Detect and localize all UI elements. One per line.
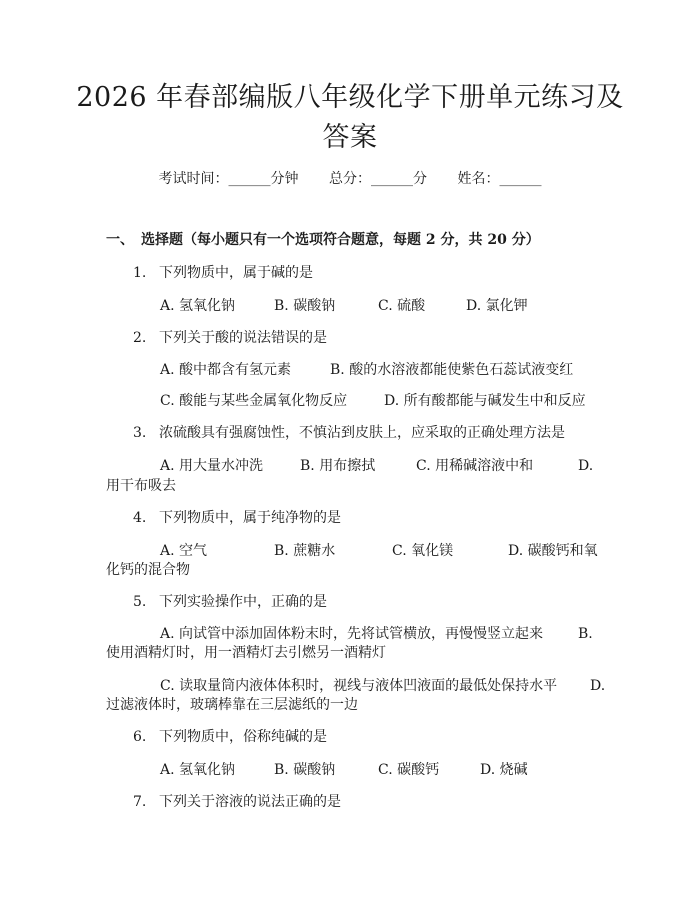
question-number: 2. <box>133 330 147 346</box>
option-c: C. 氧化镁 <box>392 543 454 559</box>
option-b: B. 用布擦拭 <box>300 458 376 474</box>
option-d: D. 所有酸都能与碱发生中和反应 <box>384 393 586 409</box>
option-b: B. 碳酸钠 <box>274 762 336 778</box>
option-a: A. 空气 <box>160 543 208 559</box>
option-b-continued: 使用酒精灯时，用一酒精灯去引燃另一酒精灯 <box>106 645 386 661</box>
question-2-options-row-1 <box>160 359 573 379</box>
option-c: C. 碳酸钙 <box>378 762 440 778</box>
question-1 <box>133 262 313 282</box>
question-number: 7. <box>133 794 147 810</box>
question-4 <box>133 507 341 527</box>
option-b: B. <box>578 626 593 642</box>
exam-info <box>0 168 700 188</box>
total-score: 总分：______分 <box>329 171 427 187</box>
option-c: C. 酸能与某些金属氧化物反应 <box>160 393 348 409</box>
question-text: 下列物质中，属于碱的是 <box>159 265 313 281</box>
student-name: 姓名：______ <box>457 171 542 187</box>
question-7 <box>133 791 341 811</box>
option-d-continued: 化钙的混合物 <box>106 562 190 578</box>
question-6 <box>133 726 327 746</box>
option-c: C. 用稀碱溶液中和 <box>416 458 534 474</box>
question-text: 下列实验操作中，正确的是 <box>159 594 327 610</box>
question-1-options <box>160 295 528 315</box>
question-4-options <box>160 540 598 560</box>
question-5-option-a-row <box>160 623 593 643</box>
question-number: 3. <box>133 425 147 441</box>
question-2 <box>133 327 327 347</box>
document-title <box>60 78 640 158</box>
question-2-options-row-2 <box>160 390 586 410</box>
option-c: C. 硫酸 <box>378 298 426 314</box>
option-b: B. 酸的水溶液都能使紫色石蕊试液变红 <box>330 362 574 378</box>
option-b: B. 碳酸钠 <box>274 298 336 314</box>
question-3 <box>133 422 565 442</box>
question-text: 下列关于酸的说法错误的是 <box>159 330 327 346</box>
question-text: 下列物质中，属于纯净物的是 <box>159 510 341 526</box>
option-a: A. 酸中都含有氢元素 <box>160 362 292 378</box>
option-c: C. 读取量筒内液体体积时，视线与液体凹液面的最低处保持水平 <box>160 678 558 694</box>
option-a: A. 氢氧化钠 <box>160 762 236 778</box>
option-d: D. 烧碱 <box>480 762 528 778</box>
question-number: 6. <box>133 729 147 745</box>
question-number: 4. <box>133 510 147 526</box>
option-b: B. 蔗糖水 <box>274 543 336 559</box>
option-d: D. <box>590 678 606 694</box>
question-number: 1. <box>133 265 147 281</box>
question-6-options <box>160 759 528 779</box>
question-text: 下列关于溶液的说法正确的是 <box>159 794 341 810</box>
option-d: D. 氯化钾 <box>466 298 528 314</box>
question-3-options <box>160 455 593 475</box>
question-number: 5. <box>133 594 147 610</box>
question-5-option-c-row <box>160 675 605 695</box>
section-heading: 一、 选择题（每小题只有一个选项符合题意，每题 2 分，共 20 分） <box>106 232 540 248</box>
option-d: D. 碳酸钙和氧 <box>508 543 598 559</box>
option-d-continued: 过滤液体时，玻璃棒靠在三层滤纸的一边 <box>106 697 358 713</box>
exam-time: 考试时间：______分钟 <box>158 171 299 187</box>
option-a: A. 用大量水冲洗 <box>160 458 264 474</box>
option-a: A. 向试管中添加固体粉末时，先将试管横放，再慢慢竖立起来 <box>160 626 544 642</box>
option-d: D. <box>578 458 594 474</box>
question-text: 下列物质中，俗称纯碱的是 <box>159 729 327 745</box>
title-line-2: 答案 <box>322 122 378 153</box>
option-a: A. 氢氧化钠 <box>160 298 236 314</box>
option-d-continued: 用干布吸去 <box>106 478 176 494</box>
title-line-1: 2026 年春部编版八年级化学下册单元练习及 <box>76 82 624 113</box>
question-text: 浓硫酸具有强腐蚀性，不慎沾到皮肤上，应采取的正确处理方法是 <box>159 425 565 441</box>
question-5 <box>133 591 327 611</box>
